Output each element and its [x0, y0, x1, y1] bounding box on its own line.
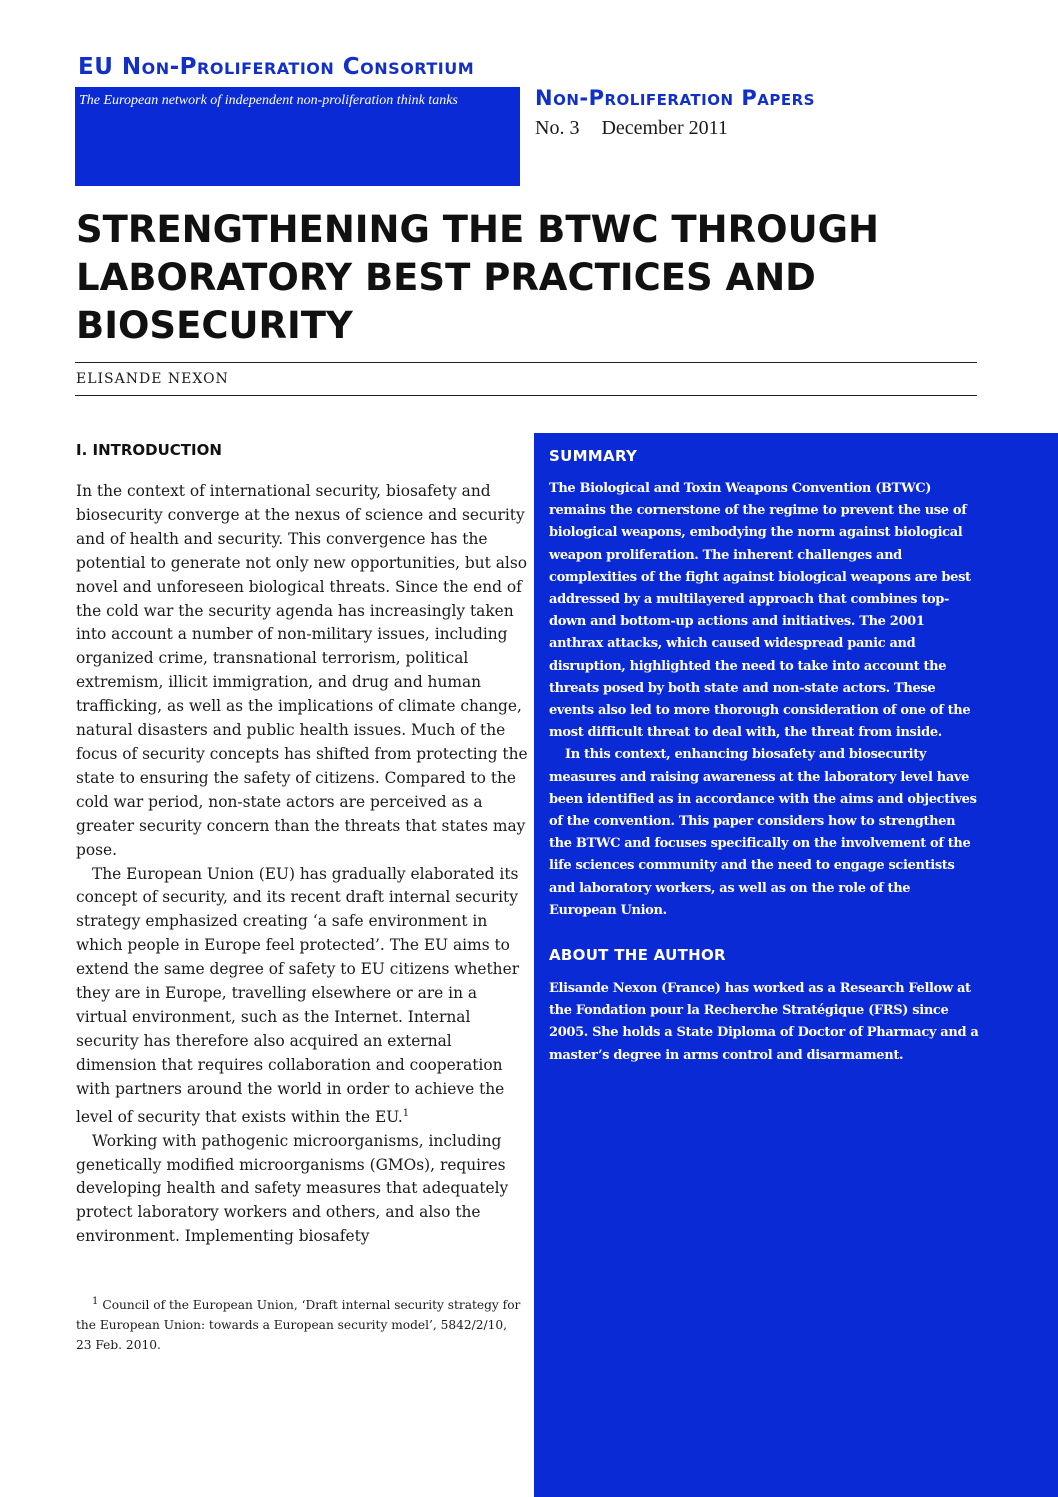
series-title: Non-Proliferation Papers: [535, 86, 815, 110]
summary-body: [549, 478, 981, 922]
paper-title: STRENGTHENING THE BTWC THROUGH LABORATORY BEST PRACTICES AND BIOSECURITY: [76, 208, 879, 347]
issue-line: [535, 117, 728, 140]
title-rule-top: [75, 362, 977, 363]
intro-paragraph-1: In the context of international security, biosafety and biosecurity converge at the nexus of science and security and of health and security. This convergence has the potential to generate not only new opportunities, but also novel and unforeseen biological threats. Since the end of the cold war the security agenda has increasingly taken into account a number of non-military issues, including organized crime, transnational terrorism, political extremism, illicit immigration, and drug and human trafficking, as well as the implications of climate change, natural disasters and public health issues. Much of the focus of security concepts has shifted from protecting the state to ensuring the safety of citizens. Compared to the cold war period, non-state actors are perceived as a greater security concern than the threats that states may pose.: [76, 482, 528, 859]
footnote-number: 1: [92, 1296, 99, 1307]
summary-sidebar: [534, 433, 1058, 1497]
author-name: ELISANDE NEXON: [76, 371, 229, 387]
issue-date: December 2011: [601, 117, 728, 139]
header-blue-box: [75, 87, 520, 186]
summary-heading: SUMMARY: [549, 447, 638, 465]
intro-paragraph-2-text: The European Union (EU) has gradually elaborated its concept of security, and its recent draft internal security strategy emphasized creating ‘a safe environment in which people in Europe feel protected’. The EU aims to extend the same degree of safety to EU citizens whether they are in Europe, travelling elsewhere or are in a virtual environment, such as the Internet. Internal security has therefore also acquired an external dimension that requires collaboration and cooperation with partners around the world in order to achieve the level of security that exists within the EU.: [76, 864, 520, 1126]
consortium-title: EU Non-Proliferation Consortium: [78, 54, 475, 80]
consortium-tagline: The European network of independent non-proliferation think tanks: [79, 93, 458, 108]
footnote-text: Council of the European Union, ‘Draft internal security strategy for the European Union: towards a European security model’, 5842/2/10, 23 Feb. 2010.: [76, 1298, 521, 1353]
section-heading-introduction: I. INTRODUCTION: [76, 441, 222, 459]
about-author-text: Elisande Nexon (France) has worked as a Research Fellow at the Fondation pour la Recherche Stratégique (FRS) since 2005. She holds a State Diploma of Doctor of Pharmacy and a master’s degree in arms control and disarmament.: [549, 981, 979, 1063]
summary-paragraph-1: The Biological and Toxin Weapons Convention (BTWC) remains the cornerstone of the regime to prevent the use of biological weapons, embodying the norm against biological weapon proliferation. The inherent challenges and complexities of the fight against biological weapons are best addressed by a multilayered approach that combines top-down and bottom-up actions and initiatives. The 2001 anthrax attacks, which caused widespread panic and disruption, highlighted the need to take into account the threats posed by both state and non-state actors. These events also led to more thorough consideration of one of the most difficult threat to deal with, the threat from inside.: [549, 481, 971, 741]
footnote: [76, 1292, 526, 1355]
summary-paragraph-2: In this context, enhancing biosafety and biosecurity measures and raising awareness at the laboratory level have been identified as in accordance with the aims and objectives of the convention. This paper considers how to strengthen the BTWC and focuses specifically on the involvement of the life sciences community and the need to engage scientists and laboratory workers, as well as on the role of the European Union.: [549, 747, 977, 918]
issue-number: No. 3: [535, 117, 580, 139]
intro-paragraph-2: [76, 863, 528, 1130]
footnote-ref[interactable]: 1: [402, 1107, 410, 1119]
about-author-body: [549, 978, 981, 1067]
introduction-body: [76, 480, 528, 1249]
title-rule-bottom: [75, 395, 977, 396]
intro-paragraph-3: Working with pathogenic microorganisms, including genetically modified microorganisms (GMOs), requires developing health and safety measures that adequately protect laboratory workers and others, and also the environment. Implementing biosafety: [76, 1131, 509, 1246]
about-author-heading: ABOUT THE AUTHOR: [549, 946, 726, 964]
